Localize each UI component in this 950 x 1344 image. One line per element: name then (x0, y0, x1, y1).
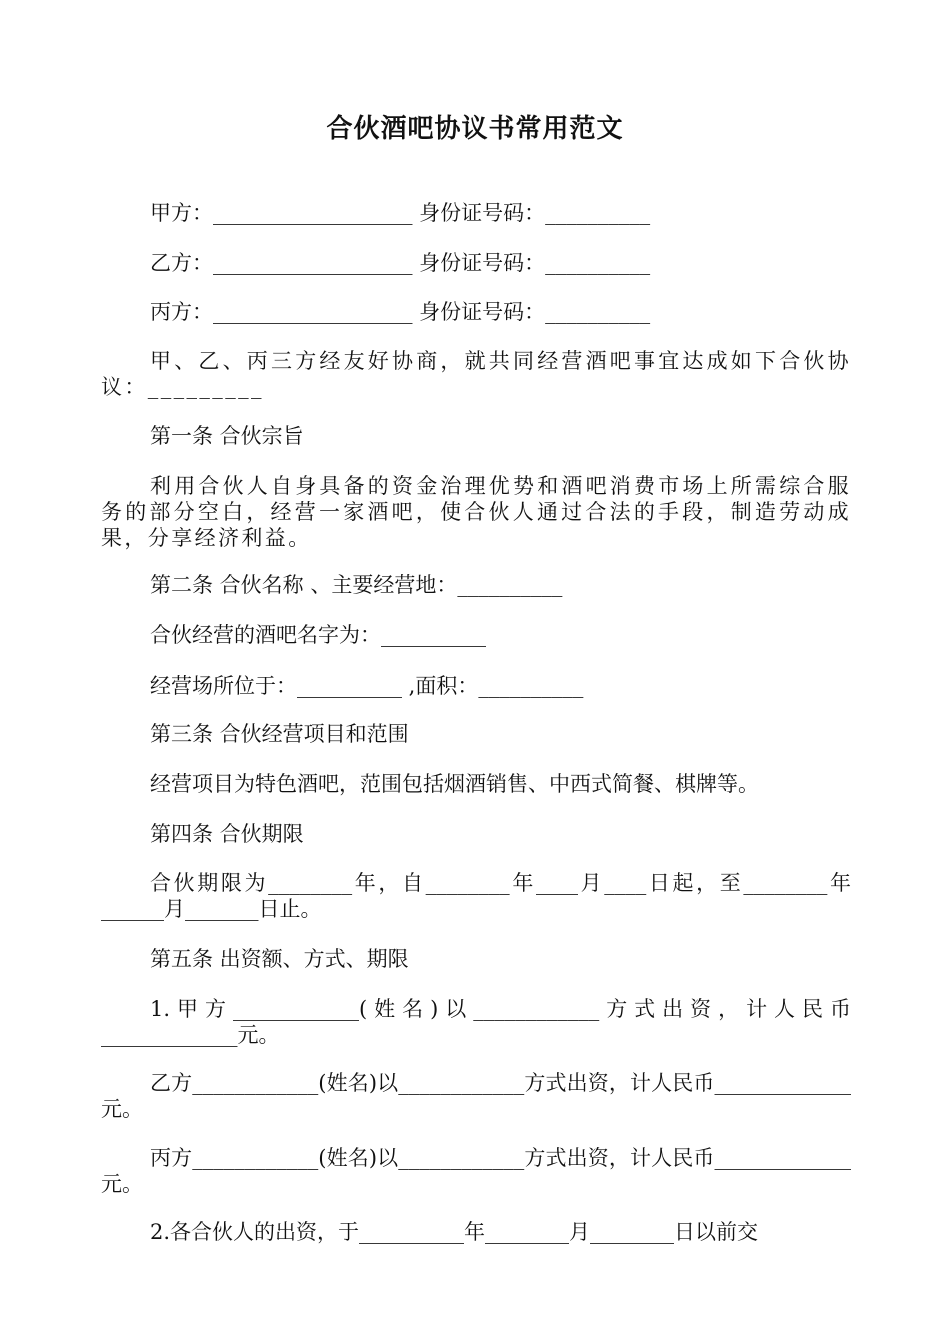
article-5-deadline: 2.各合伙人的出资，于__________年________月________日以前交 (150, 1220, 759, 1244)
party-b-line: 乙方：___________________ 身份证号码：__________ (150, 251, 651, 275)
article-2-location: 经营场所位于：__________ ,面积：__________ (150, 674, 584, 698)
article-1-heading: 第一条 合伙宗旨 (150, 424, 304, 448)
article-2-bar-name: 合伙经营的酒吧名字为：__________ (150, 623, 486, 647)
article-2-heading: 第二条 合伙名称 、主要经营地：__________ (150, 573, 563, 597)
article-3-body: 经营项目为特色酒吧，范围包括烟酒销售、中西式简餐、棋牌等。 (150, 772, 759, 796)
article-5-party-c-contribution: 丙方____________(姓名)以____________方式出资，计人民币_____________元。 (101, 1146, 851, 1196)
article-4-heading: 第四条 合伙期限 (150, 822, 304, 846)
article-5-party-b-contribution: 乙方____________(姓名)以____________方式出资，计人民币_____________元。 (101, 1071, 851, 1121)
article-4-body: 合伙期限为________年，自________年____月____日起，至________年______月_______日止。 (101, 871, 851, 921)
document-title: 合伙酒吧协议书常用范文 (326, 114, 624, 144)
party-c-line: 丙方：___________________ 身份证号码：__________ (150, 300, 651, 324)
article-5-heading: 第五条 出资额、方式、期限 (150, 947, 409, 971)
article-5-party-a-contribution: 1.甲方____________(姓名)以____________方式出资，计人民币_____________元。 (101, 997, 851, 1047)
party-a-line: 甲方：___________________ 身份证号码：__________ (150, 201, 651, 225)
article-1-body: 利用合伙人自身具备的资金治理优势和酒吧消费市场上所需综合服务的部分空白，经营一家酒吧，使合伙人通过合法的手段，制造劳动成果，分享经济利益。 (101, 474, 851, 550)
article-3-heading: 第三条 合伙经营项目和范围 (150, 722, 409, 746)
intro-paragraph: 甲、乙、丙三方经友好协商，就共同经营酒吧事宜达成如下合伙协议：_________ (101, 349, 851, 399)
